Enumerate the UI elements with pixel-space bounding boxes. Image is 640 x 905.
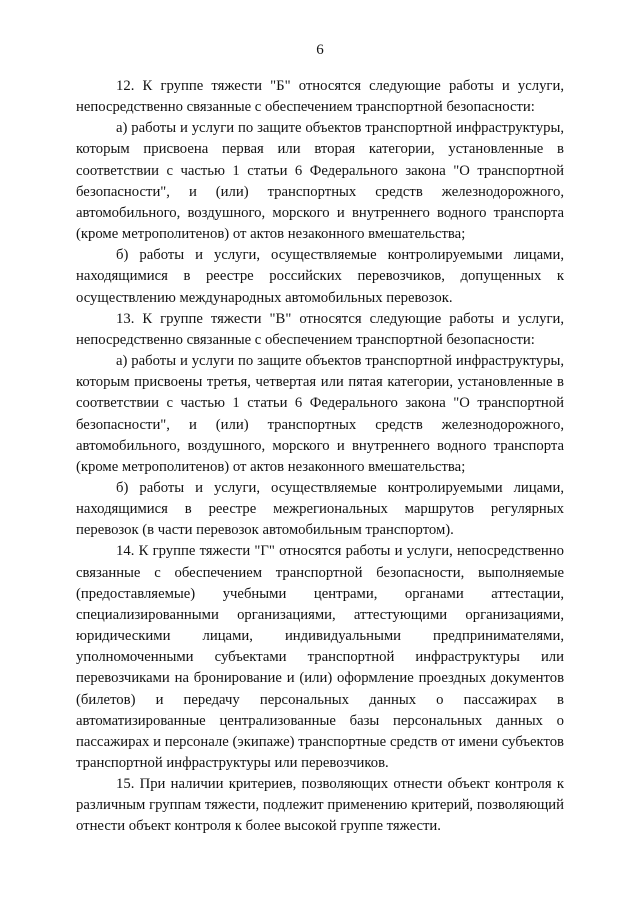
paragraph-13b: б) работы и услуги, осуществляемые контролируемыми лицами, находящимися в реестре межрегиональных маршрутов регулярных перевозок (в части перевозок автомобильным транспортом). bbox=[76, 479, 564, 539]
paragraph-13a: а) работы и услуги по защите объектов транспортной инфраструктуры, которым присвоены третья, четвертая или пятая категории, установленные в соответствии с частью 1 статьи 6 Федерального закона "О транспортной безопасности", и (или) транспортных средств железнодорожного, автомобильного, воздушного, морского и внутреннего водного транспорта (кроме метрополитенов) от актов незаконного вмешательства; bbox=[76, 353, 564, 475]
paragraph-12b: б) работы и услуги, осуществляемые контролируемыми лицами, находящимися в реестре российских перевозчиков, допущенных к осуществлению международных автомобильных перевозок. bbox=[76, 247, 564, 306]
paragraph-13: 13. К группе тяжести "В" относятся следующие работы и услуги, непосредственно связанные с обеспечением транспортной безопасности: bbox=[76, 310, 564, 348]
paragraph-12: 12. К группе тяжести "Б" относятся следующие работы и услуги, непосредственно связанные с обеспечением транспортной безопасности: bbox=[76, 78, 564, 116]
paragraph-12a: а) работы и услуги по защите объектов транспортной инфраструктуры, которым присвоена первая или вторая категории, установленные в соответствии с частью 1 статьи 6 Федерального закона "О транспортной безопасности", и (или) транспортных средств железнодорожного, автомобильного, воздушного, морского и внутреннего водного транспорта (кроме метрополитенов) от актов незаконного вмешательства; bbox=[76, 120, 564, 243]
document-body bbox=[76, 76, 564, 838]
paragraph-14: 14. К группе тяжести "Г" относятся работы и услуги, непосредственно связанные с обеспечением транспортной безопасности, выполняемые (предоставляемые) учебными центрами, органами аттестации, специализированными организациями, аттестующими организациями, юридическими лицами, индивидуальными предпринимателями, уполномоченными субъектами транспортной инфраструктуры или перевозчиками на бронирование и (или) оформление проездных документов (билетов) и передачу персональных данных о пассажирах в автоматизированные централизованные базы персональных данных о пассажирах и персонале (экипаже) транспортные средств от имени субъектов транспортной инфраструктуры или перевозчиков. bbox=[76, 543, 564, 771]
paragraph-15: 15. При наличии критериев, позволяющих отнести объект контроля к различным группам тяжести, подлежит применению критерий, позволяющий отнести объект контроля к более высокой группе тяжести. bbox=[76, 776, 564, 835]
page-number: 6 bbox=[316, 42, 324, 58]
